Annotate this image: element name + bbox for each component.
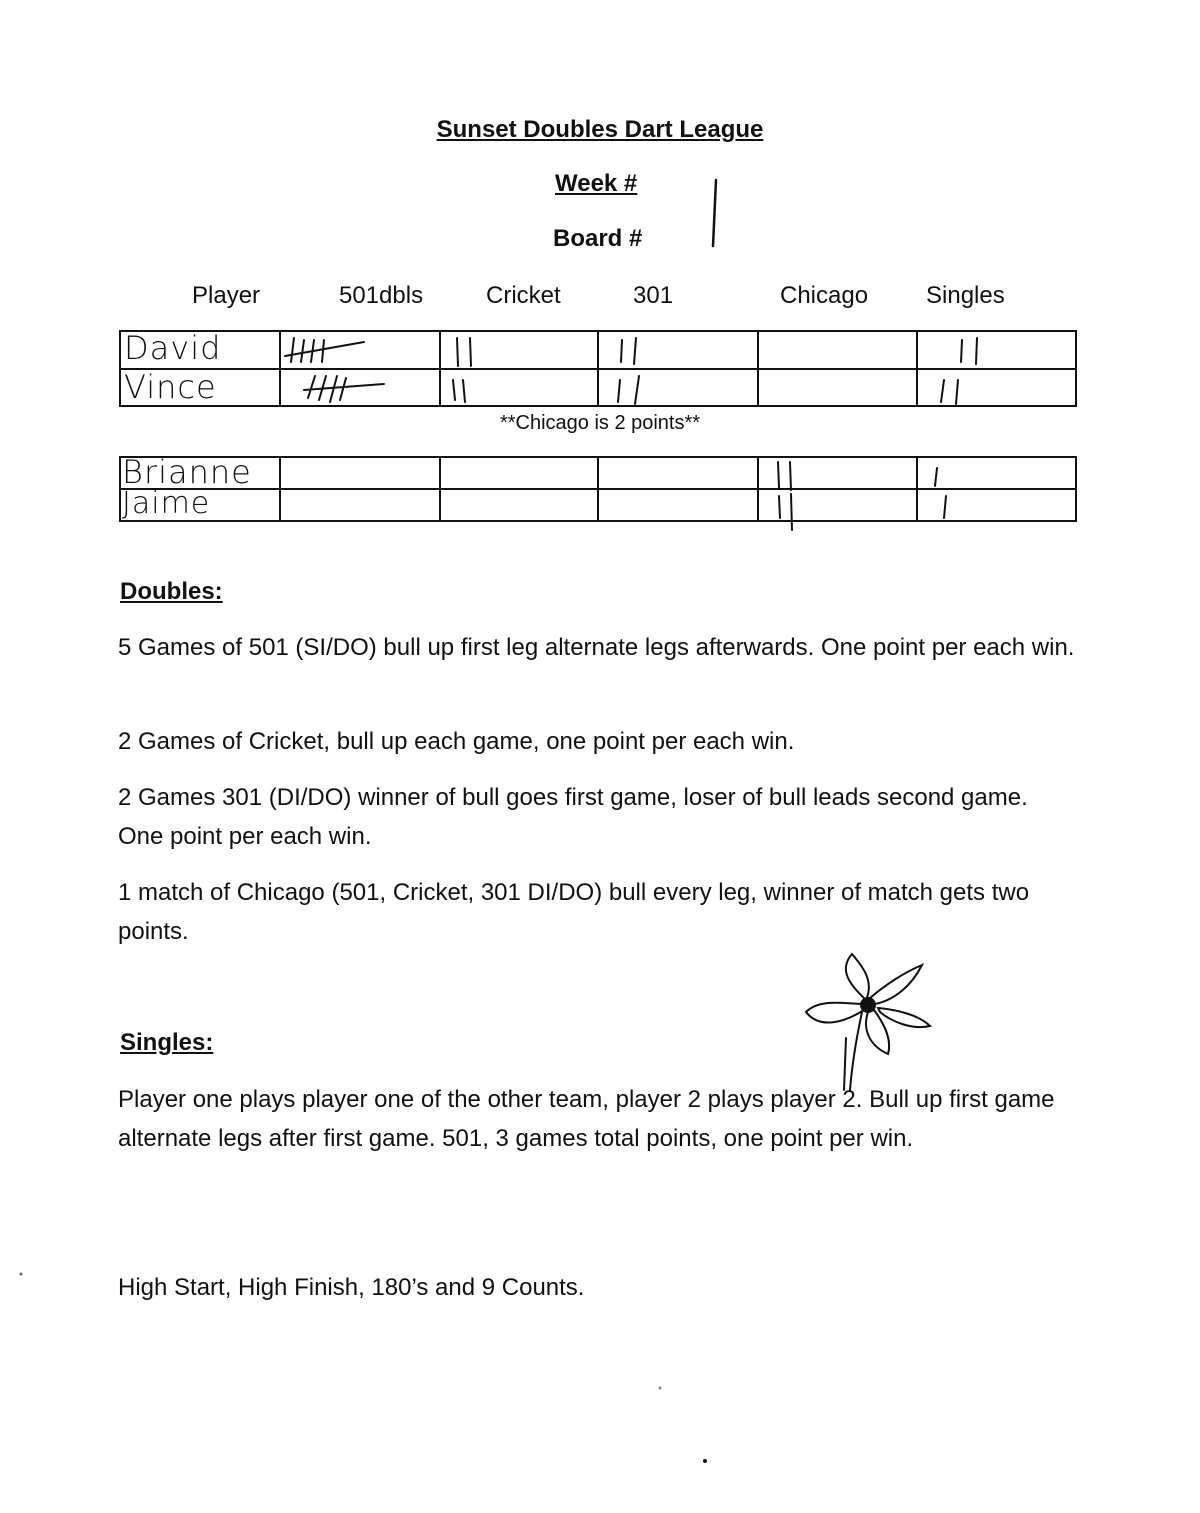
doubles-rule-501: 5 Games of 501 (SI/DO) bull up first leg alternate legs afterwards. One point per each win. (118, 634, 1075, 661)
doubles-rule-chicago: 1 match of Chicago (501, Cricket, 301 DI/DO) bull every leg, winner of match gets two points. (118, 879, 1030, 945)
chicago-points-note: **Chicago is 2 points** (499, 412, 701, 434)
column-header-301: 301 (633, 282, 674, 309)
week-number-mark (713, 180, 716, 246)
team2-table (120, 453, 1076, 521)
league-title: Sunset Doubles Dart League (436, 116, 764, 143)
tally-marks-row-vince (304, 376, 958, 404)
team2-player-1: Brianne (122, 453, 252, 491)
column-header-singles: Singles (926, 282, 1005, 309)
board-label: Board # (553, 225, 643, 252)
tally-marks-row-david (285, 338, 977, 366)
team1-player-1: David (124, 329, 222, 367)
team1-player-2: Vince (124, 368, 217, 406)
column-header-501dbls: 501dbls (339, 282, 424, 309)
doubles-heading: Doubles: (120, 578, 223, 605)
flower-doodle-icon (806, 954, 930, 1090)
column-header-chicago: Chicago (780, 282, 869, 309)
team1-table (120, 331, 1076, 406)
footer-awards: High Start, High Finish, 180’s and 9 Counts. (118, 1274, 585, 1301)
tally-marks-team2 (778, 462, 946, 530)
singles-rule: Player one plays player one of the other team, player 2 plays player 2. Bull up first game alternate legs after first game. 501, 3 games total points, one point per win. (118, 1086, 1055, 1152)
team2-player-2: Jaime (122, 486, 211, 521)
singles-heading: Singles: (120, 1029, 214, 1056)
doubles-rule-301: 2 Games 301 (DI/DO) winner of bull goes first game, loser of bull leads second game. One point per each win. (118, 784, 1028, 850)
week-label: Week # (555, 170, 638, 197)
column-header-player: Player (192, 282, 261, 309)
column-header-cricket: Cricket (486, 282, 561, 309)
doubles-rule-cricket: 2 Games of Cricket, bull up each game, one point per each win. (118, 728, 795, 755)
